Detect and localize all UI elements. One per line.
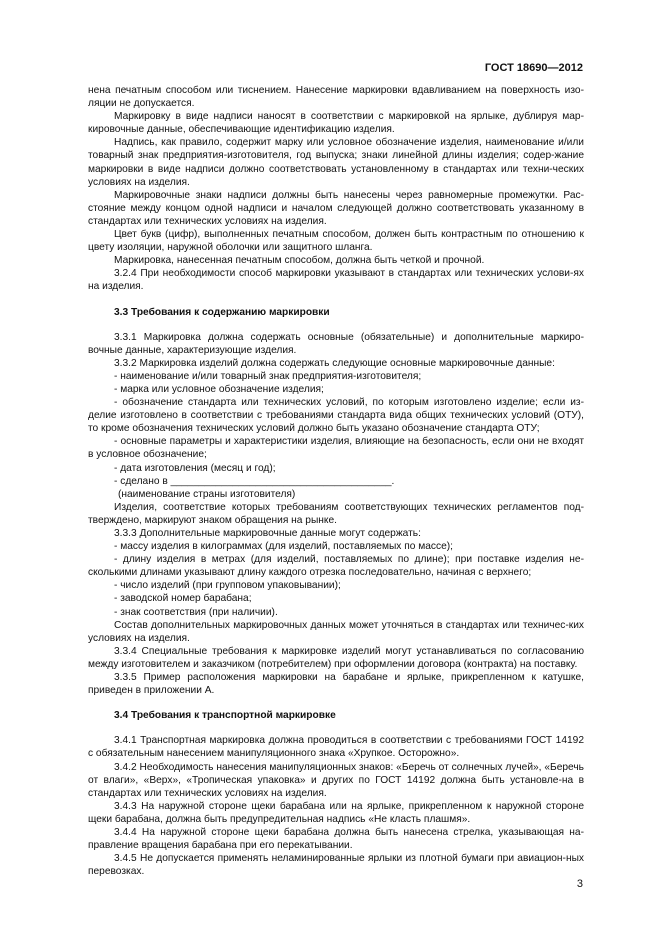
paragraph: 3.4.5 Не допускается применять неламинированные ярлыки из плотной бумаги при авиацион-ных перевозках.	[88, 853, 584, 878]
paragraph: - наименование и/или товарный знак предприятия-изготовителя;	[114, 370, 422, 382]
paragraph: - массу изделия в килограммах (для изделий, поставляемых по массе);	[114, 541, 453, 553]
paragraph: - основные параметры и характеристики изделия, влияющие на безопасность, если они не входят в условное обозначение;	[88, 436, 584, 461]
page-number: 3	[576, 878, 583, 890]
document-id-header: ГОСТ 18690—2012	[484, 62, 583, 74]
paragraph: 3.3.2 Маркировка изделий должна содержать следующие основные маркировочные данные:	[114, 357, 555, 369]
paragraph: - марка или условное обозначение изделия;	[114, 383, 324, 395]
paragraph: 3.3.1 Маркировка должна содержать основные (обязательные) и дополнительные маркиро-вочные данные, характеризующие изделия.	[88, 331, 584, 356]
paragraph: 3.4.1 Транспортная маркировка должна проводиться в соответствии с требованиями ГОСТ 14192 с обязательным нанесением манипуляционного знака «Хрупкое. Осторожно».	[88, 735, 584, 760]
paragraph: Маркировку в виде надписи наносят в соответствии с маркировкой на ярлыке, дублируя мар-кировочные данные, обеспечивающие идентификацию изделия.	[88, 111, 584, 136]
section-heading-text: 3.3 Требования к содержанию маркировки	[114, 306, 330, 318]
paragraph: - сделано в _______________________________________.	[114, 475, 395, 487]
paragraph: Маркировка, нанесенная печатным способом, должна быть четкой и прочной.	[114, 255, 485, 267]
page-body	[88, 84, 584, 878]
section-heading	[88, 709, 584, 722]
paragraph: 3.3.4 Специальные требования к маркировке изделий могут устанавливаться по согласованию между изготовителем и заказчиком (потребителем) при оформлении договора (контракта) на поставку.	[88, 645, 584, 670]
paragraph: - длину изделия в метрах (для изделий, поставляемых по длине); при поставке изделия не-сколькими длинами указывают длину каждого отрезка последовательно, начиная с верхнего;	[88, 554, 584, 579]
paragraph: - знак соответствия (при наличии).	[114, 606, 278, 618]
section-heading	[88, 306, 584, 319]
paragraph: 3.2.4 При необходимости способ маркировки указывают в стандартах или технических услови-ях на изделия.	[88, 268, 584, 293]
paragraph: 3.3.3 Дополнительные маркировочные данные могут содержать:	[114, 528, 421, 539]
paragraph: 3.4.2 Необходимость нанесения манипуляционных знаков: «Беречь от солнечных лучей», «Беречь от влаги», «Верх», «Тропическая упаковка» и других по ГОСТ 14192 должна быть установле-на в стандартах или технических условиях на изделия.	[88, 761, 584, 799]
blank-caption: (наименование страны изготовителя)	[118, 488, 296, 500]
paragraph: Маркировочные знаки надписи должны быть нанесены через равномерные промежутки. Рас-стояние между концом одной надписи и началом следующей должно соответствовать указанному в стандартах или технических условиях на изделия.	[88, 189, 584, 227]
paragraph: Цвет букв (цифр), выполненных печатным способом, должен быть контрастным по отношению к цвету изоляции, наружной оболочки или защитного шланга.	[88, 229, 584, 254]
paragraph: 3.4.4 На наружной стороне щеки барабана должна быть нанесена стрелка, указывающая на-правление вращения барабана при его перекатывании.	[88, 826, 584, 852]
paragraph: 3.4.3 На наружной стороне щеки барабана или на ярлыке, прикрепленном к наружной стороне щеки барабана, должна быть предупредительная надпись «Не класть плашмя».	[88, 800, 584, 825]
paragraph: нена печатным способом или тиснением. Нанесение маркировки вдавливанием на поверхность изо-ляции не допускается.	[88, 85, 584, 110]
paragraph: 3.3.5 Пример расположения маркировки на барабане и ярлыке, прикрепленном к катушке, приведен в приложении А.	[88, 672, 584, 697]
paragraph: - дата изготовления (месяц и год);	[114, 462, 276, 474]
paragraph: Изделия, соответствие которых требованиям соответствующих технических регламентов под-тверждено, маркируют знаком обращения на рынке.	[88, 501, 584, 526]
paragraph: - обозначение стандарта или технических условий, по которым изготовлено изделие; если из-делие изготовлено в соответствии с требованиями стандарта вида общих технических условий (ОТУ), то кроме обозначения технических условий должно быть указано обозначение стандарта ОТУ;	[88, 397, 584, 435]
paragraph: Надпись, как правило, содержит марку или условное обозначение изделия, наименование и/или товарный знак предприятия-изготовителя, год выпуска; знаки линейной длины изделия; содер-жание маркировки в виде надписи должно соответствовать установленному в стандартах или техни-ческих условиях на изделия.	[88, 137, 584, 188]
paragraph: - число изделий (при групповом упаковывании);	[114, 580, 341, 592]
section-heading-text: 3.4 Требования к транспортной маркировке	[114, 710, 336, 722]
paragraph: - заводской номер барабана;	[114, 593, 252, 605]
paragraph: Состав дополнительных маркировочных данных может уточняться в стандартах или техничес-ких условиях на изделия.	[88, 619, 584, 644]
